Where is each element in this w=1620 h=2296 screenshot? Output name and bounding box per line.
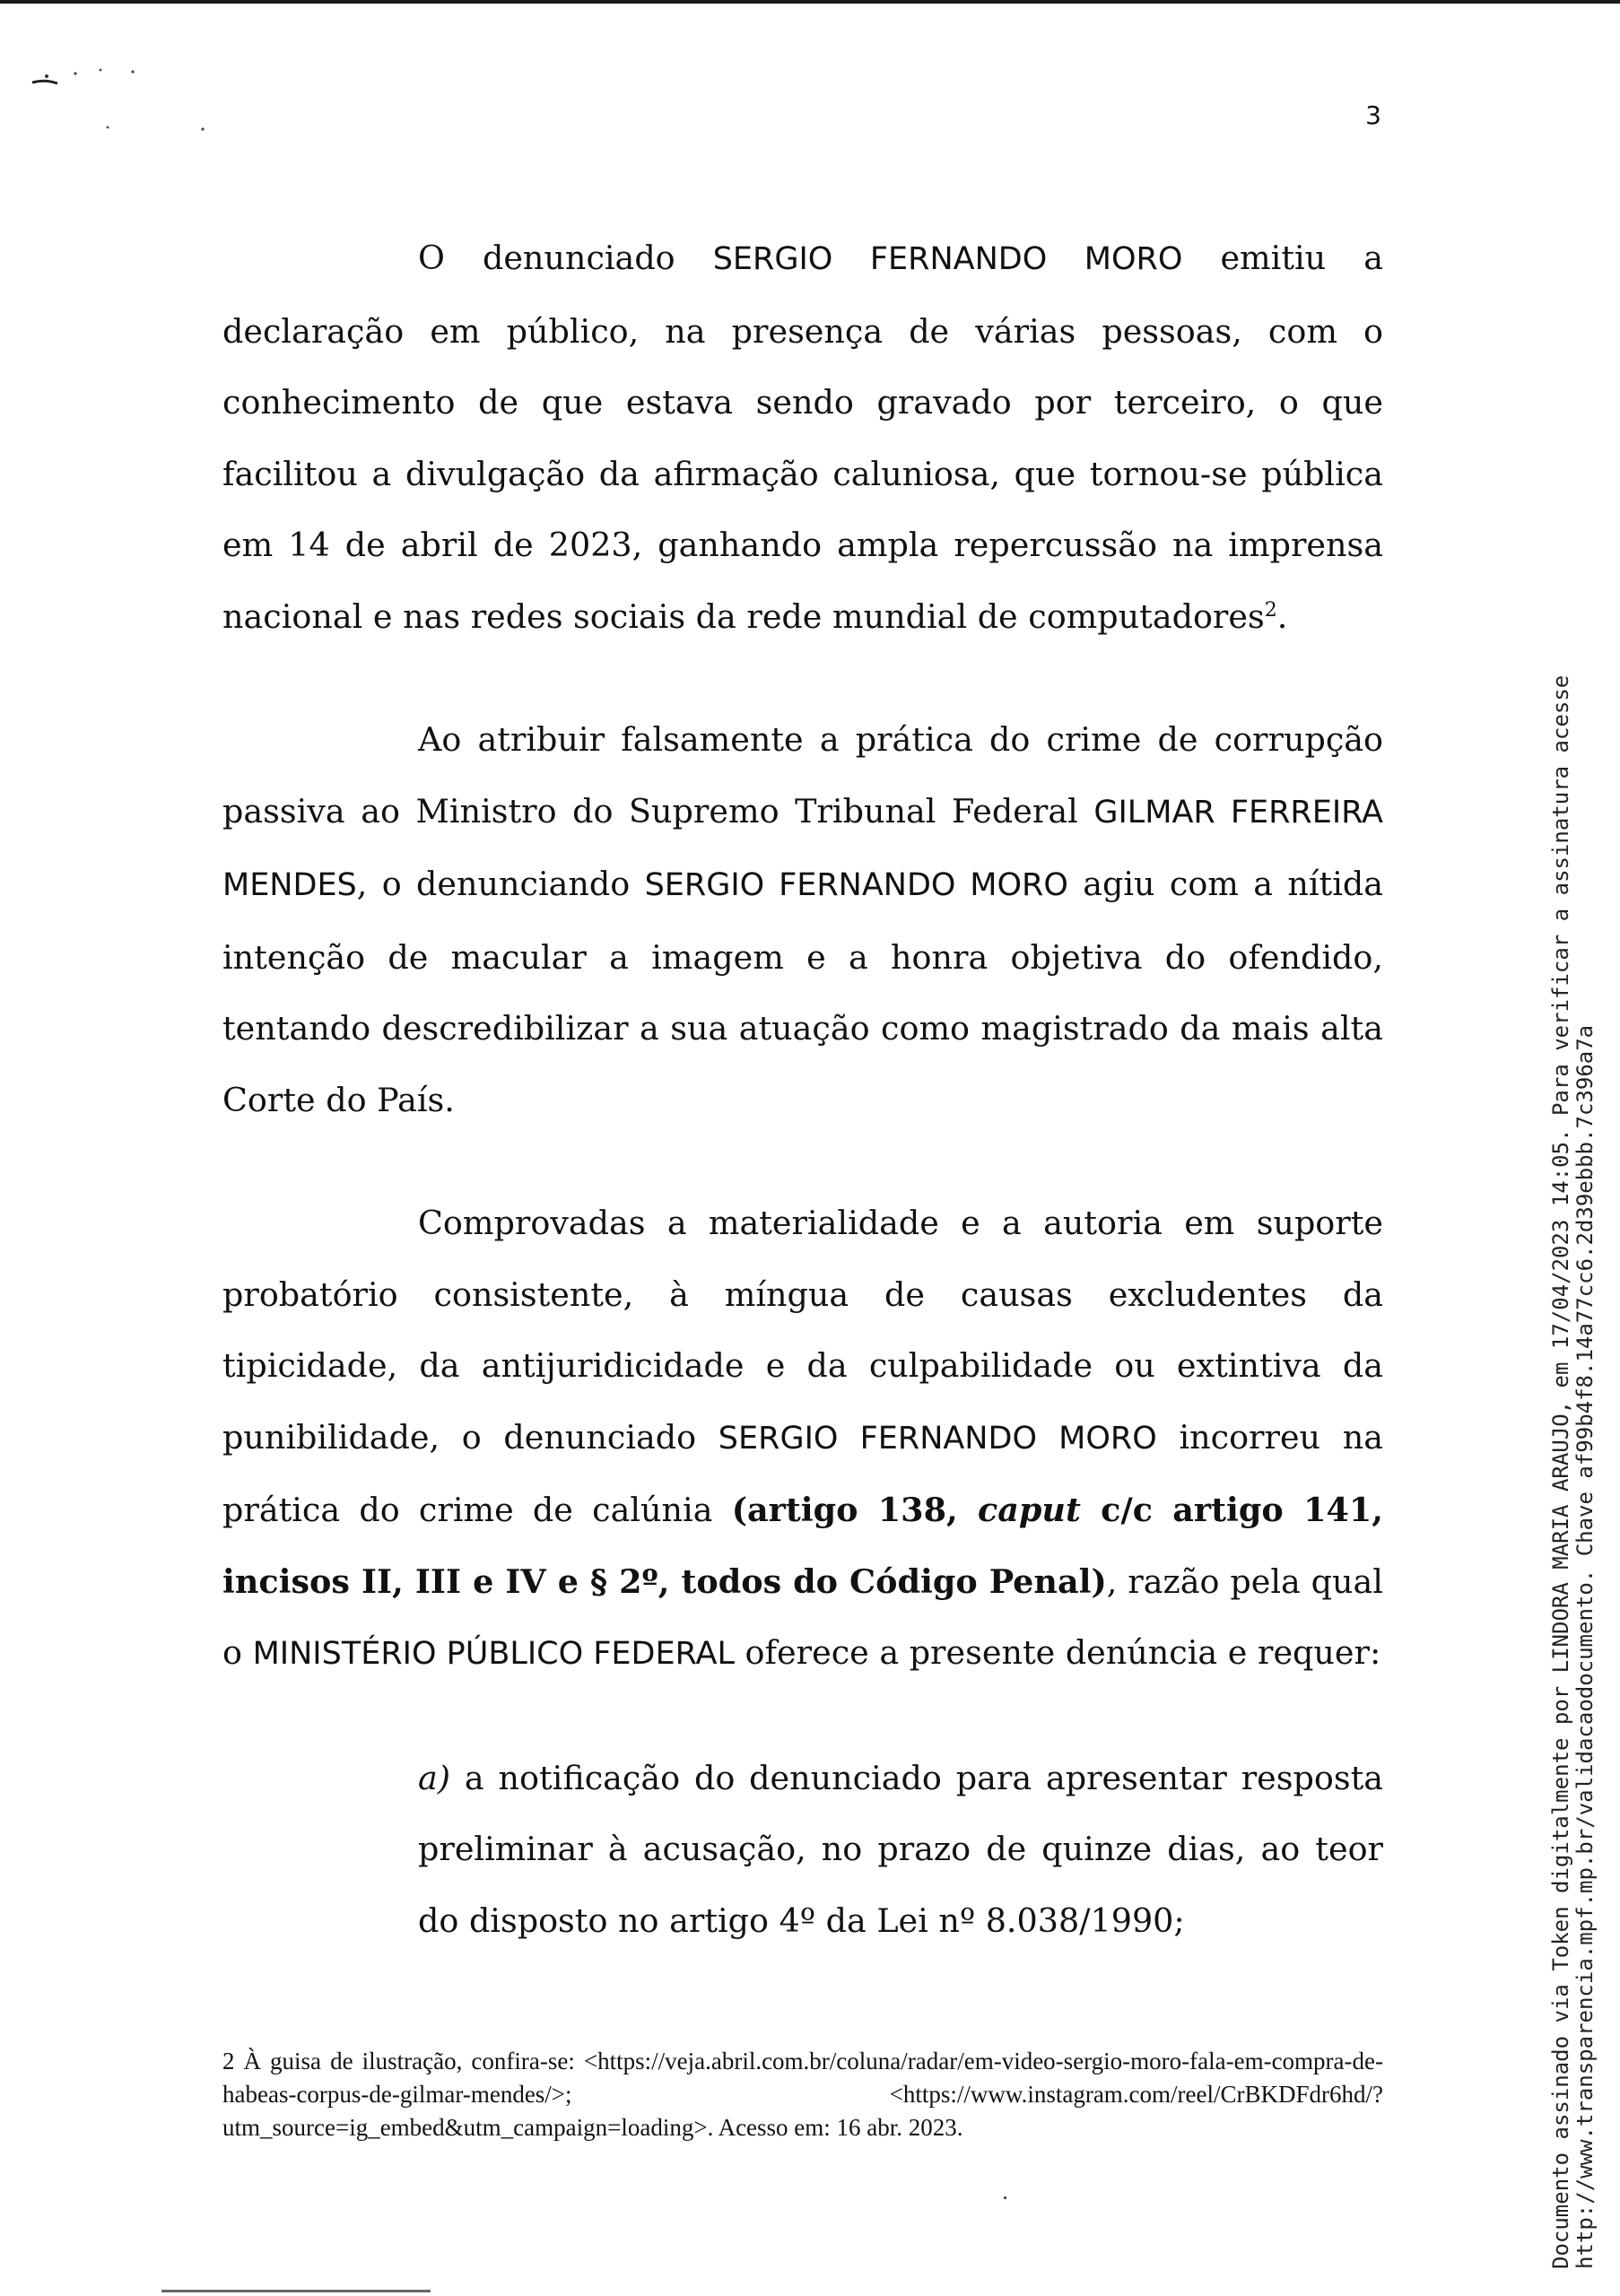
page-number: 3 [1365,100,1381,130]
digital-signature-notice [1549,610,1598,2269]
p3-text-end: oferece a presente denúncia e requer: [734,1633,1381,1672]
item-text: a notificação do denunciado para apresentar resposta preliminar à acusação, no prazo de quinze dias, ao teor do disposto no artigo 4º da Lei nº 8.038/1990; [418,1758,1383,1940]
p3-text-reason: , razão pela qual o [222,1561,1383,1672]
signature-line-2: http://www.transparencia.mpf.mp.br/validacaodocumento. Chave af99b4f8.14a77cc6.2d39ebbb.7c396a7a [1572,1024,1598,2269]
p1-text-body: emitiu a declaração em público, na presença de várias pessoas, com o conhecimento de que estava sendo gravado por terceiro, o que facilitou a divulgação da afirmação caluniosa, que tornou-se pública em 14 de abril de 2023, ganhando ampla repercussão na imprensa nacional e nas redes sociais da rede mundial de computadores [222,239,1383,636]
paragraph-accusation [222,704,1383,1135]
p3-text-start: Comprovadas a materialidade e a autoria em suporte probatório consistente, à míngua de causas excludentes da tipicidade, da antijuridicidade e da culpabilidade ou extintiva da punibilidade, o denunciado [222,1204,1383,1457]
bottom-edge-rule [161,2290,431,2292]
scan-specks [27,54,233,144]
top-edge-rule [0,0,1620,4]
legal-citation-caput: caput [978,1491,1081,1529]
footnote-text: À guisa de ilustração, confira-se: <https://veja.abril.com.br/coluna/radar/em-video-sergio-moro-fala-em-compra-de-habeas-corpus-de-gilmar-mendes/>; <https://www.instagram.com/reel/CrBKDFdr6hd/?utm_source=ig_embed&utm_campaign=loading>. Acesso em: 16 abr. 2023. [222,2048,1383,2141]
p2-text-start: Ao atribuir falsamente a prática do crime de corrupção passiva ao Ministro do Supremo Tribunal Federal [222,720,1383,831]
offended-name: GILMAR FERREIRA MENDES [222,794,1383,903]
p2-text-mid: , o denunciando [356,865,645,903]
item-marker: a) [418,1758,451,1797]
footnote-reference: 2 [1264,598,1277,622]
p1-text-end: . [1276,596,1288,636]
p3-text-crime: incorreu na prática do crime de calúnia [222,1417,1383,1529]
defendant-name: SERGIO FERNANDO MORO [718,1420,1157,1457]
legal-citation-start: (artigo 138, [731,1491,979,1529]
signature-line-1: Documento assinado via Token digitalmente por LINDORA MARIA ARAUJO, em 17/04/2023 14:05. Para verificar a assinatura acesse [1548,674,1573,2269]
prosecutor-office-name: MINISTÉRIO PÚBLICO FEDERAL [252,1636,735,1672]
request-item-a [418,1743,1383,1957]
defendant-name: SERGIO FERNANDO MORO [644,867,1068,903]
defendant-name: SERGIO FERNANDO MORO [712,241,1183,277]
footnote [222,2045,1383,2144]
document-body [222,222,1383,2008]
p1-text-start: O denunciado [418,239,713,277]
scan-speck [1004,2196,1006,2199]
legal-citation-end: c/c artigo 141, incisos II, III e IV e § 2º, todos do Código Penal) [222,1491,1383,1601]
paragraph-conclusion [222,1187,1383,1691]
footnote-number: 2 [222,2048,235,2074]
paragraph-statement [222,222,1383,652]
p2-text-end: agiu com a nítida intenção de macular a imagem e a honra objetiva do ofendido, tentando descredibilizar a sua atuação como magistrado da mais alta Corte do País. [222,865,1383,1119]
